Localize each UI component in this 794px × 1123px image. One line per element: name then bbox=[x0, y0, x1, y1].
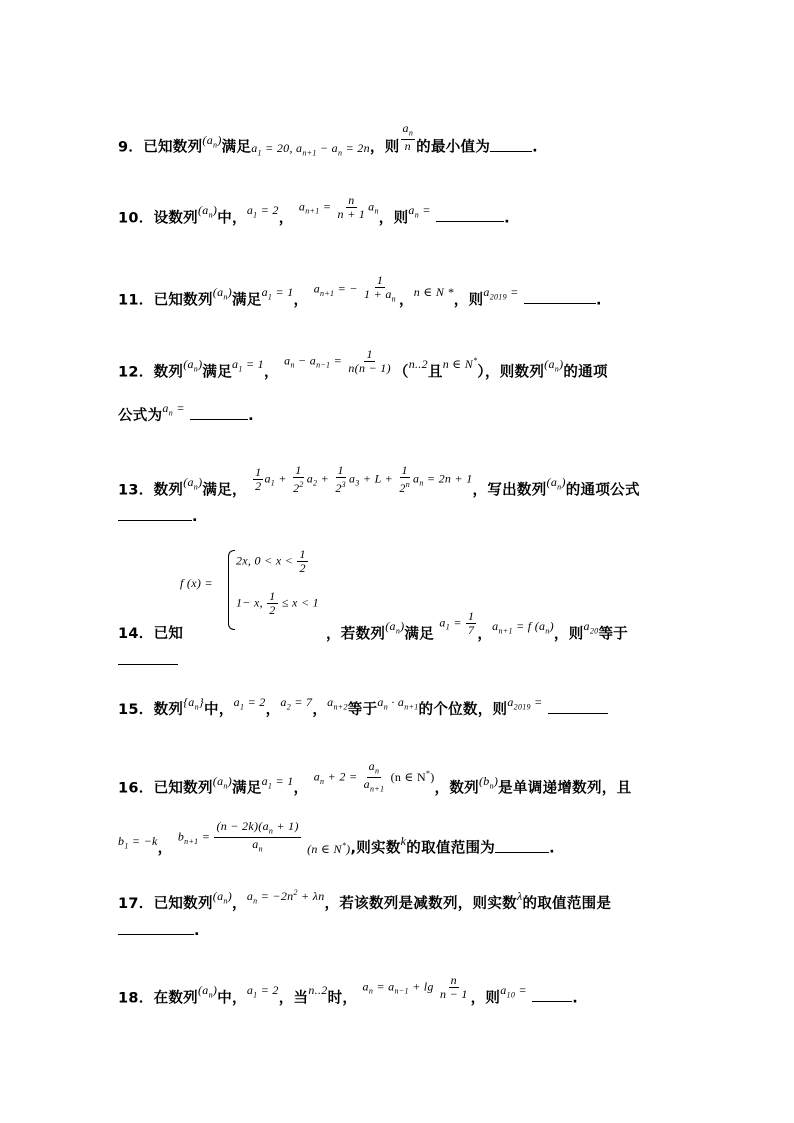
answer-blank[interactable] bbox=[118, 508, 192, 521]
answer-blank[interactable] bbox=[548, 701, 608, 714]
problem-number: 10． bbox=[118, 210, 154, 227]
problem-12: 12．数列$(a_n)$满足$a_1 = 1$， $a_n - a_{n-1}$ = $\frac{1}{n(n - 1)}$ （n..2且n ∈ N*），则数列$(a_n)$的通项 公式为$a_n$ = . bbox=[118, 347, 608, 424]
problem-number: 18． bbox=[118, 990, 154, 1007]
problem-number: 13． bbox=[118, 482, 154, 499]
answer-blank[interactable] bbox=[524, 291, 596, 304]
problem-number: 9． bbox=[118, 139, 144, 156]
problem-14: f (x) = 2x, 0 < x < $\frac{1}{2}$ 1− x, $\frac{1}{2}$ ≤ x < 1 14．已知 ，若数列$(a_n)$满足 $a_1$ = $\frac{1}{7}$ ，$a_{n+1} = f$ $(a_n)$，则$a_{20}$等于 bbox=[118, 548, 678, 668]
piecewise-brace bbox=[228, 550, 235, 630]
answer-blank[interactable] bbox=[495, 840, 549, 853]
problem-18: 18．在数列$(a_n)$中，$a_1 = 2$，当n..2时， $a_n = a_{n-1} + \lg$ $\frac{n}{n - 1}$ ，则$a_{10}$ = . bbox=[118, 973, 579, 1007]
answer-blank[interactable] bbox=[190, 407, 248, 420]
problem-17: 17．已知数列$(a_n)$，$a_n = -2n^2 + \lambda n$，若该数列是减数列，则实数λ的取值范围是 . bbox=[118, 888, 612, 939]
problem-11: 11．已知数列$(a_n)$满足$a_1 = 1$， $a_{n+1}$ = − $\frac{1}{1 + a_n}$ ，n ∈ N *，则$a_{2019}$ = . bbox=[118, 273, 602, 309]
answer-blank[interactable] bbox=[118, 652, 178, 665]
answer-blank[interactable] bbox=[436, 209, 504, 222]
answer-blank[interactable] bbox=[490, 139, 532, 152]
problem-number: 12． bbox=[118, 364, 154, 381]
problem-number: 14． bbox=[118, 626, 154, 642]
problem-15: 15．数列$\{a_n\}$中，$a_1 = 2$，$a_2 = 7$，$a_{n+2}$等于$a_n \cdot a_{n+1}$的个位数，则$a_{2019}$ = bbox=[118, 684, 678, 720]
problem-number: 16． bbox=[118, 780, 154, 797]
answer-blank[interactable] bbox=[118, 922, 194, 935]
problem-16: 16．已知数列$(a_n)$满足$a_1 = 1$， $a_n + 2$ = $\frac{a_n}{a_{n+1}}$ (n ∈ N*)，数列$(b_n)$是单调递增数列，且 $b_1 = -k$， $b_{n+1}$ = $\frac{(n - 2k)(a_n + 1)}{a_n}$ (n ∈ N*),则实数k的取值范围为 . bbox=[118, 759, 632, 857]
problem-13: 13．数列$(a_n)$满足， $\frac{1}{2}$ $a_1$ + $\frac{1}{2^2}$ $a_2$ + $\frac{1}{2^3}$ $a_3 + L$ + $\frac{1}{2^n}$ $a_n = 2n + 1$，写出数列$(a_n)$的通项公式 . bbox=[118, 463, 640, 525]
answer-blank[interactable] bbox=[532, 989, 572, 1002]
problem-9: 9．已知数列$(a_n)$满足$a_1 = 20$, $a_{n+1} - a_n = 2n$，则 $\frac{a_n}{n}$ 的最小值为 . bbox=[118, 121, 538, 158]
problem-number: 17． bbox=[118, 896, 154, 912]
problem-number: 15． bbox=[118, 702, 154, 718]
problem-number: 11． bbox=[118, 292, 154, 309]
problem-10: 10．设数列$(a_n)$中，$a_1 = 2$， $a_{n+1}$ = $\frac{n}{n + 1}$ $a_n$，则$a_n$ = . bbox=[118, 193, 510, 227]
